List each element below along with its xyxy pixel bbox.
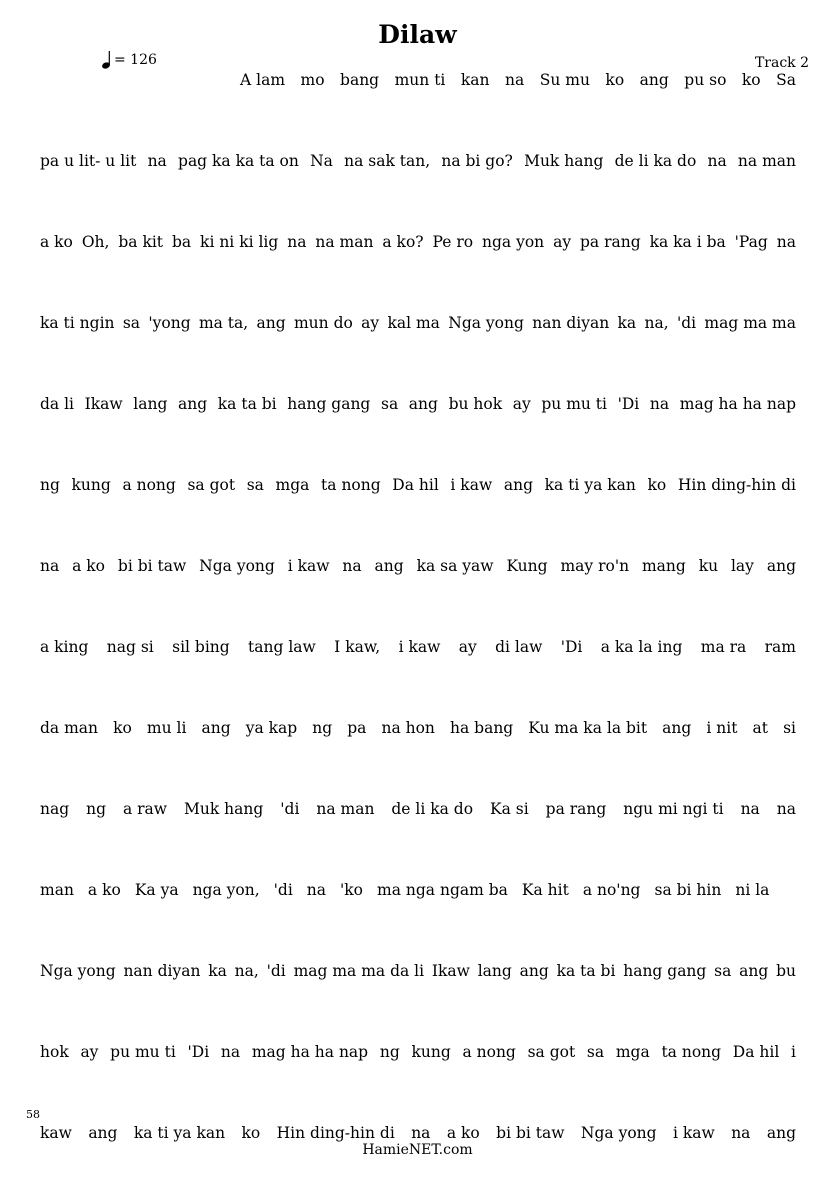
lyric-word: ka ta bi bbox=[217, 395, 277, 413]
lyric-word: ma ra bbox=[700, 638, 747, 656]
lyric-word: ang bbox=[639, 71, 669, 89]
lyric-word: ay bbox=[512, 395, 531, 413]
lyric-word: bi bi taw bbox=[496, 1124, 565, 1142]
lyric-word: 'Di bbox=[617, 395, 640, 413]
lyric-line bbox=[40, 150, 796, 172]
lyric-word: ba bbox=[171, 233, 192, 251]
lyric-word: sa bbox=[380, 395, 399, 413]
lyric-word: si bbox=[783, 719, 796, 737]
lyric-word: nga yon, bbox=[192, 881, 260, 899]
lyric-word: kung bbox=[71, 476, 111, 494]
lyric-word: ka bbox=[208, 962, 227, 980]
lyric-word: lay bbox=[730, 557, 754, 575]
lyric-word: ma ta, bbox=[198, 314, 249, 332]
lyric-word: da man bbox=[40, 719, 99, 737]
lyric-word: mga bbox=[615, 1043, 650, 1061]
song-title: Dilaw bbox=[378, 20, 457, 49]
lyric-word: de li ka do bbox=[391, 800, 474, 818]
lyric-word: ku bbox=[698, 557, 719, 575]
lyric-word: de li ka do bbox=[614, 152, 697, 170]
lyric-word: mag ha ha nap bbox=[251, 1043, 369, 1061]
lyric-word: na bbox=[220, 1043, 241, 1061]
lyric-word: a ka la ing bbox=[600, 638, 683, 656]
lyric-word: na bbox=[731, 1124, 751, 1142]
lyric-word: i kaw bbox=[672, 1124, 715, 1142]
lyric-word: Da hil bbox=[392, 476, 439, 494]
lyric-word: sa got bbox=[187, 476, 236, 494]
lyric-word: hang gang bbox=[623, 962, 707, 980]
lyric-word: may ro'n bbox=[560, 557, 630, 575]
lyric-word: pa rang bbox=[580, 233, 641, 251]
lyric-word: tang law bbox=[248, 638, 316, 656]
lyric-word: sa bbox=[122, 314, 141, 332]
lyric-word: bu hok bbox=[448, 395, 503, 413]
lyric-word: sa got bbox=[527, 1043, 576, 1061]
lyric-word: lang bbox=[133, 395, 168, 413]
lyric-word: kaw bbox=[40, 1124, 72, 1142]
lyric-word: ya kap bbox=[245, 719, 298, 737]
lyric-word: ang bbox=[256, 314, 286, 332]
lyric-word: na man bbox=[737, 152, 796, 170]
lyric-line bbox=[40, 798, 796, 820]
lyric-line bbox=[40, 474, 796, 496]
lyric-word: ang bbox=[408, 395, 438, 413]
lyric-word: ka ti ya kan bbox=[133, 1124, 226, 1142]
lyric-line bbox=[40, 717, 796, 739]
lyric-word: ng bbox=[40, 476, 60, 494]
lyric-word: na bbox=[649, 395, 670, 413]
quarter-note-icon bbox=[101, 50, 112, 70]
tempo-marking bbox=[101, 50, 157, 70]
lyric-word: i kaw bbox=[398, 638, 441, 656]
lyric-word: Ka ya bbox=[134, 881, 179, 899]
lyric-word: ang bbox=[519, 962, 549, 980]
lyric-word: 'di bbox=[280, 800, 300, 818]
lyric-word: mag ma ma da li bbox=[293, 962, 425, 980]
lyric-word: na bbox=[287, 233, 307, 251]
lyric-word: ang bbox=[662, 719, 692, 737]
lyric-word: ang bbox=[739, 962, 769, 980]
lyric-word: ka ta bi bbox=[556, 962, 616, 980]
measure-number: 58 bbox=[26, 1108, 40, 1121]
lyric-word: ko bbox=[741, 71, 761, 89]
lyric-word: Nga yong bbox=[40, 962, 116, 980]
lyric-word: Ikaw bbox=[431, 962, 470, 980]
lyric-word: ang bbox=[503, 476, 534, 494]
lyric-word: kung bbox=[411, 1043, 451, 1061]
lyric-word: a nong bbox=[122, 476, 176, 494]
lyric-word: sa bi hin bbox=[654, 881, 722, 899]
lyric-word: nga yon bbox=[482, 233, 545, 251]
lyric-word: ki ni ki lig bbox=[200, 233, 279, 251]
lyric-line bbox=[40, 231, 796, 253]
lyric-word: man bbox=[40, 881, 74, 899]
lyric-word: ay bbox=[361, 314, 380, 332]
lyric-word: at bbox=[752, 719, 768, 737]
lyric-word: Kung bbox=[506, 557, 548, 575]
lyric-word: ka ti ngin bbox=[40, 314, 115, 332]
lyric-word: pa rang bbox=[545, 800, 607, 818]
lyric-word: pu mu ti bbox=[541, 395, 607, 413]
lyric-word: a ko? bbox=[382, 233, 424, 251]
lyric-word: ni la bbox=[735, 881, 770, 899]
lyric-word: a king bbox=[40, 638, 89, 656]
lyric-word: I kaw, bbox=[334, 638, 381, 656]
lyric-word: na man bbox=[316, 800, 375, 818]
lyric-word: sa bbox=[586, 1043, 605, 1061]
lyric-word: ng bbox=[379, 1043, 400, 1061]
lyric-word: sa bbox=[246, 476, 264, 494]
lyric-word: mag ha ha nap bbox=[679, 395, 796, 413]
lyric-word: 'yong bbox=[148, 314, 191, 332]
lyric-word: ko bbox=[241, 1124, 261, 1142]
lyric-word: ng bbox=[86, 800, 106, 818]
lyric-word: ay bbox=[553, 233, 572, 251]
lyric-word: na sak tan, bbox=[344, 152, 431, 170]
lyric-word: ko bbox=[605, 71, 625, 89]
lyric-word: ta nong bbox=[321, 476, 381, 494]
lyric-word: a no'ng bbox=[582, 881, 641, 899]
lyric-word: mga bbox=[275, 476, 310, 494]
lyric-word: mun do bbox=[293, 314, 353, 332]
lyric-word: bi bi taw bbox=[117, 557, 187, 575]
lyric-word: 'Di bbox=[560, 638, 583, 656]
lyric-word: da li bbox=[40, 395, 75, 413]
lyric-word: ko bbox=[647, 476, 667, 494]
tempo-value: = 126 bbox=[114, 52, 157, 68]
lyric-word: kal ma bbox=[387, 314, 440, 332]
lyric-word: a ko bbox=[87, 881, 121, 899]
lyric-word: ba kit bbox=[118, 233, 164, 251]
lyric-word: nag bbox=[40, 800, 70, 818]
lyric-word: pa bbox=[347, 719, 367, 737]
lyric-line bbox=[40, 69, 796, 91]
lyric-word: ha bang bbox=[450, 719, 514, 737]
lyric-word: Ku ma ka la bit bbox=[528, 719, 648, 737]
lyric-line bbox=[40, 960, 796, 982]
lyric-word: i kaw bbox=[287, 557, 330, 575]
lyric-word: ay bbox=[80, 1043, 99, 1061]
lyric-word: Pe ro bbox=[432, 233, 474, 251]
lyric-word: Nga yong bbox=[580, 1124, 657, 1142]
lyric-word: 'ko bbox=[340, 881, 364, 899]
lyric-word: i nit bbox=[706, 719, 738, 737]
lyric-word: 'Di bbox=[187, 1043, 210, 1061]
lyric-word: ang bbox=[766, 1124, 796, 1142]
lyric-word: ay bbox=[458, 638, 477, 656]
lyric-word: na, bbox=[644, 314, 669, 332]
lyric-word: ram bbox=[764, 638, 796, 656]
lyric-word: Hin ding-hin di bbox=[677, 476, 796, 494]
lyric-word: na bbox=[504, 71, 525, 89]
lyric-word: a nong bbox=[462, 1043, 516, 1061]
lyric-word: na bbox=[740, 800, 760, 818]
lyric-word: di law bbox=[495, 638, 543, 656]
lyric-word: ka ti ya kan bbox=[544, 476, 636, 494]
lyric-word: na hon bbox=[381, 719, 435, 737]
lyric-word: bu bbox=[776, 962, 796, 980]
lyric-word: na bbox=[306, 881, 327, 899]
lyric-word: Muk hang bbox=[184, 800, 264, 818]
lyric-word: i bbox=[791, 1043, 796, 1061]
lyric-word: na bbox=[40, 557, 60, 575]
lyric-word: hok bbox=[40, 1043, 69, 1061]
lyric-word: pu so bbox=[684, 71, 727, 89]
lyric-word: ma nga ngam ba bbox=[377, 881, 508, 899]
track-label: Track 2 bbox=[754, 55, 809, 71]
lyric-word: mun ti bbox=[394, 71, 446, 89]
lyric-word: pa u lit- u lit bbox=[40, 152, 137, 170]
lyric-word: kan bbox=[460, 71, 490, 89]
lyric-word: Oh, bbox=[81, 233, 110, 251]
lyric-word: a raw bbox=[122, 800, 168, 818]
lyric-word: 'di bbox=[266, 962, 286, 980]
lyric-word: mo bbox=[300, 71, 325, 89]
lyric-line bbox=[40, 1122, 796, 1144]
lyric-word: Muk hang bbox=[524, 152, 604, 170]
lyric-word: Da hil bbox=[732, 1043, 780, 1061]
lyric-line bbox=[40, 879, 796, 901]
lyric-line bbox=[40, 1041, 796, 1063]
lyric-word: na bbox=[776, 800, 796, 818]
lyric-word: mu li bbox=[146, 719, 187, 737]
lyric-word: pag ka ka ta on bbox=[178, 152, 299, 170]
lyric-word: 'Pag bbox=[734, 233, 768, 251]
lyric-word: nan diyan bbox=[123, 962, 201, 980]
lyric-word: ka sa yaw bbox=[416, 557, 494, 575]
lyric-word: na bbox=[411, 1124, 431, 1142]
lyric-word: a ko bbox=[40, 233, 73, 251]
lyric-word: ang bbox=[374, 557, 404, 575]
lyric-line bbox=[40, 636, 796, 658]
lyric-word: lang bbox=[477, 962, 512, 980]
lyric-word: a ko bbox=[446, 1124, 480, 1142]
lyric-word: nag si bbox=[106, 638, 154, 656]
lyric-word: mang bbox=[641, 557, 686, 575]
lyric-word: nan diyan bbox=[532, 314, 610, 332]
lyric-word: na bbox=[342, 557, 362, 575]
lyric-word: pu mu ti bbox=[110, 1043, 176, 1061]
lyric-word: 'di bbox=[676, 314, 697, 332]
lyric-word: sil bing bbox=[172, 638, 230, 656]
lyric-line bbox=[40, 393, 796, 415]
lyric-word: Ka si bbox=[490, 800, 529, 818]
lyric-word: na bbox=[776, 233, 796, 251]
lyric-word: A lam bbox=[240, 71, 286, 89]
lyric-word: ka bbox=[617, 314, 637, 332]
lyric-word: Su mu bbox=[539, 71, 590, 89]
lyric-word: sa bbox=[714, 962, 732, 980]
lyric-word: Nga yong bbox=[199, 557, 275, 575]
lyric-word: a ko bbox=[72, 557, 106, 575]
lyric-word: 'di bbox=[273, 881, 293, 899]
lyric-word: ta nong bbox=[661, 1043, 722, 1061]
lyric-word: ang bbox=[88, 1124, 118, 1142]
lyric-word: ko bbox=[113, 719, 132, 737]
lyric-word: na bbox=[707, 152, 727, 170]
lyric-word: hang gang bbox=[287, 395, 371, 413]
lyric-word: Na bbox=[310, 152, 333, 170]
lyric-word: ng bbox=[312, 719, 333, 737]
lyric-word: bang bbox=[340, 71, 380, 89]
lyric-word: ang bbox=[178, 395, 208, 413]
lyric-word: Nga yong bbox=[448, 314, 524, 332]
lyric-word: ka ka i ba bbox=[649, 233, 726, 251]
lyric-word: na, bbox=[234, 962, 259, 980]
lyric-word: ngu mi ngi ti bbox=[623, 800, 724, 818]
lyric-word: ang bbox=[201, 719, 231, 737]
lyric-word: ang bbox=[766, 557, 796, 575]
lyric-word: Ka hit bbox=[521, 881, 569, 899]
footer-credit: HamieNET.com bbox=[362, 1142, 473, 1158]
lyric-word: Hin ding-hin di bbox=[276, 1124, 395, 1142]
lyric-word: na man bbox=[315, 233, 374, 251]
lyric-word: i kaw bbox=[450, 476, 493, 494]
lyric-word: na bbox=[147, 152, 167, 170]
lyric-word: Sa bbox=[776, 71, 796, 89]
lyric-line bbox=[40, 312, 796, 334]
lyric-word: na bi go? bbox=[441, 152, 513, 170]
lyric-word: mag ma ma bbox=[704, 314, 796, 332]
lyric-line bbox=[40, 555, 796, 577]
lyric-word: Ikaw bbox=[84, 395, 123, 413]
